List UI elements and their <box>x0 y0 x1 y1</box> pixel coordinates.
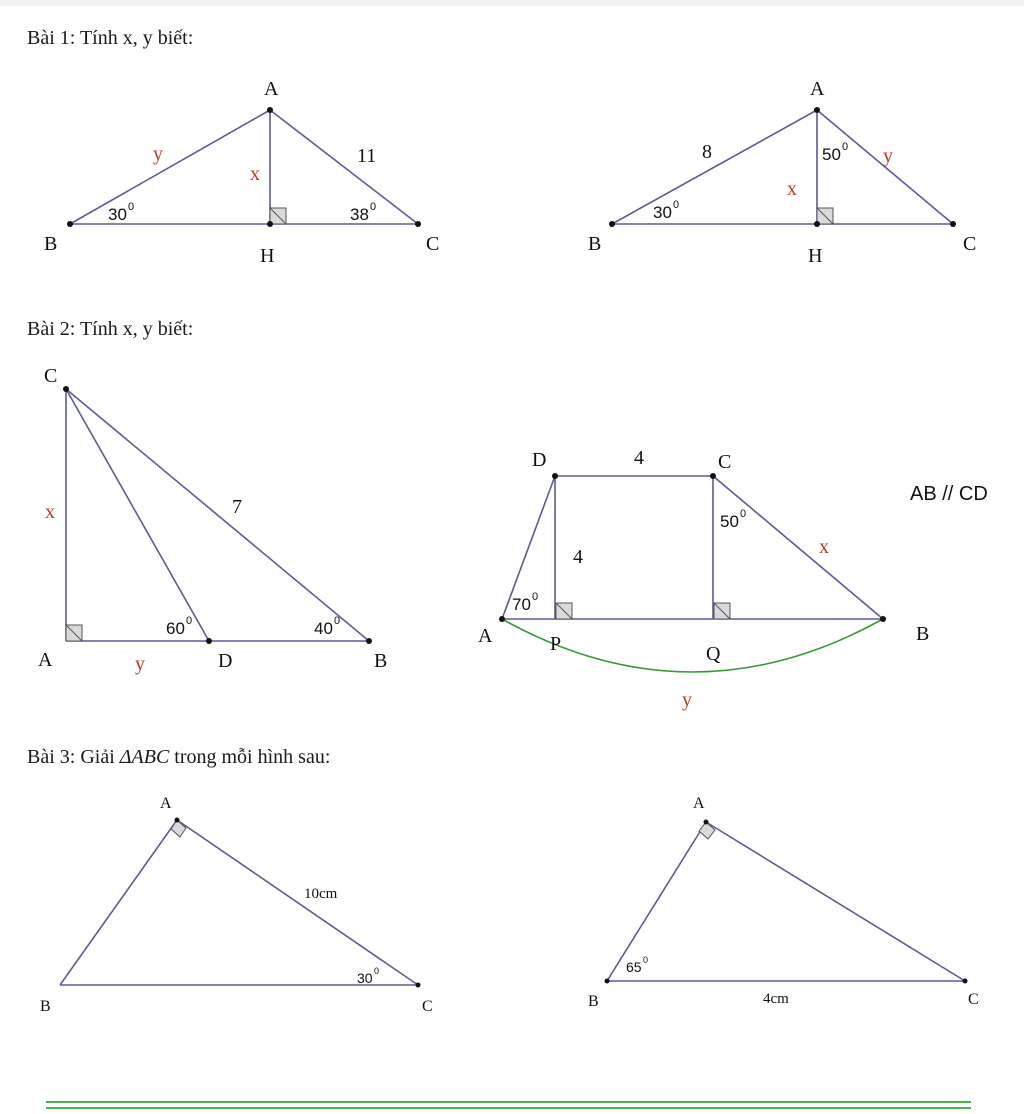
fig2a-angle-d-deg: 0 <box>186 615 193 627</box>
fig1b-side-ah-label: x <box>787 178 797 200</box>
fig2b-point-c <box>710 473 716 479</box>
fig3b-label-b: B <box>588 993 599 1010</box>
fig1a-point-b <box>67 221 73 227</box>
fig2a-side-ac-label: x <box>45 501 55 523</box>
fig1a-label-c: C <box>426 233 440 255</box>
fig2b-side-cb <box>713 476 883 619</box>
fig2b-angle-a: 70 <box>512 595 531 614</box>
fig3b-label-c: C <box>968 991 979 1008</box>
heading-bai-1: Bài 1: Tính x, y biết: <box>27 27 194 49</box>
fig2b-point-b <box>880 616 886 622</box>
fig3a-label-b: B <box>40 998 51 1015</box>
fig1a-angle-b-deg: 0 <box>128 201 135 213</box>
fig2b-side-dc-label: 4 <box>634 447 644 469</box>
fig1b-side-ab-label: 8 <box>702 141 712 163</box>
fig2a-label-d: D <box>218 650 233 672</box>
fig2b-label-a: A <box>478 625 493 647</box>
figure-3b <box>588 795 979 1010</box>
fig1b-angle-b-deg: 0 <box>673 199 680 211</box>
fig2a-label-a: A <box>38 649 53 671</box>
fig2b-angle-c-deg: 0 <box>740 508 747 520</box>
fig2a-side-ad-label: y <box>135 653 145 675</box>
fig3a-label-a: A <box>160 795 172 812</box>
fig3a-angle-c: 30 <box>357 970 373 986</box>
fig1b-label-b: B <box>588 233 602 255</box>
fig2b-label-c: C <box>718 451 732 473</box>
figure-3a <box>40 795 433 1015</box>
fig2a-point-c <box>63 386 69 392</box>
fig2a-point-b <box>366 638 372 644</box>
fig3a-side-ab <box>60 820 177 985</box>
fig2b-side-cb-label: x <box>819 536 829 558</box>
footer-rule-bottom <box>46 1107 971 1109</box>
heading-bai-2: Bài 2: Tính x, y biết: <box>27 318 194 340</box>
fig2b-point-a <box>499 616 505 622</box>
fig1a-angle-b: 30 <box>108 205 127 224</box>
fig3b-point-c <box>963 979 968 984</box>
fig3a-point-c <box>416 983 421 988</box>
fig3b-angle-b: 65 <box>626 959 642 975</box>
fig2a-label-c: C <box>44 365 58 387</box>
fig1a-angle-c: 38 <box>350 205 369 224</box>
fig1a-angle-c-deg: 0 <box>370 201 377 213</box>
fig3b-side-ac <box>706 822 965 981</box>
fig1b-point-c <box>950 221 956 227</box>
fig1b-angle-a-deg: 0 <box>842 141 849 153</box>
fig1b-point-h <box>814 221 820 227</box>
fig2b-parallel-note: AB // CD <box>910 483 988 505</box>
fig3a-side-ac-label: 10cm <box>304 886 338 902</box>
fig1a-side-ac <box>270 110 418 224</box>
fig2a-side-cb-label: 7 <box>232 496 242 518</box>
fig2a-angle-b: 40 <box>314 619 333 638</box>
fig2b-label-p: P <box>550 633 562 655</box>
fig1a-side-ac-label: 11 <box>357 145 377 167</box>
fig2a-angle-b-deg: 0 <box>334 615 341 627</box>
fig2b-arc-ab-label: y <box>682 689 692 711</box>
heading-bai-3-prefix: Bài 3: Giải <box>27 746 120 768</box>
fig1b-label-h: H <box>808 245 823 267</box>
fig3b-side-ab <box>607 822 706 981</box>
fig2b-angle-a-deg: 0 <box>532 591 539 603</box>
fig2b-side-dp-label: 4 <box>573 546 583 568</box>
fig3a-side-ac <box>177 820 418 985</box>
fig1a-label-b: B <box>44 233 58 255</box>
fig1b-side-ab <box>612 110 817 224</box>
heading-bai-3-triangle: ΔABC <box>119 746 170 768</box>
fig1a-side-ab-label: y <box>153 143 163 165</box>
fig1a-label-h: H <box>260 245 275 267</box>
fig1a-side-ab <box>70 110 270 224</box>
fig1b-side-ac-label: y <box>883 145 893 167</box>
fig2a-label-b: B <box>374 650 388 672</box>
figure-2b <box>478 447 988 711</box>
fig2b-point-d <box>552 473 558 479</box>
fig2b-label-q: Q <box>706 643 721 665</box>
footer-rule-top <box>46 1101 971 1103</box>
fig2a-angle-d: 60 <box>166 619 185 638</box>
fig1a-point-h <box>267 221 273 227</box>
fig3b-side-bc-label: 4cm <box>763 991 789 1007</box>
fig1b-angle-b: 30 <box>653 203 672 222</box>
fig3b-point-a <box>704 820 709 825</box>
fig1b-label-c: C <box>963 233 977 255</box>
fig2b-angle-c: 50 <box>720 512 739 531</box>
fig1a-point-c <box>415 221 421 227</box>
fig3a-point-a <box>175 818 180 823</box>
figure-1a <box>44 78 439 267</box>
fig1b-side-ac <box>817 110 953 224</box>
fig2a-side-cb <box>66 389 369 641</box>
fig1b-point-b <box>609 221 615 227</box>
fig2a-point-d <box>206 638 212 644</box>
fig1b-point-a <box>814 107 820 113</box>
heading-bai-3-suffix: trong mỗi hình sau: <box>169 746 331 768</box>
fig3b-point-b <box>605 979 610 984</box>
fig3b-label-a: A <box>693 795 705 812</box>
fig1b-angle-a: 50 <box>822 145 841 164</box>
fig2b-label-d: D <box>532 449 547 471</box>
fig3a-label-c: C <box>422 998 433 1015</box>
figure-1b <box>588 78 976 267</box>
figure-2a <box>38 365 387 675</box>
fig1a-side-ah-label: x <box>250 163 260 185</box>
fig2a-side-cd <box>66 389 209 641</box>
fig1a-label-a: A <box>264 78 279 100</box>
fig1b-label-a: A <box>810 78 825 100</box>
fig3a-angle-c-deg: 0 <box>374 966 380 976</box>
fig1a-point-a <box>267 107 273 113</box>
fig3b-right-angle-mark <box>699 822 715 839</box>
fig2b-label-b: B <box>916 623 930 645</box>
fig3a-right-angle-mark <box>171 820 186 837</box>
fig3b-angle-b-deg: 0 <box>643 955 649 965</box>
